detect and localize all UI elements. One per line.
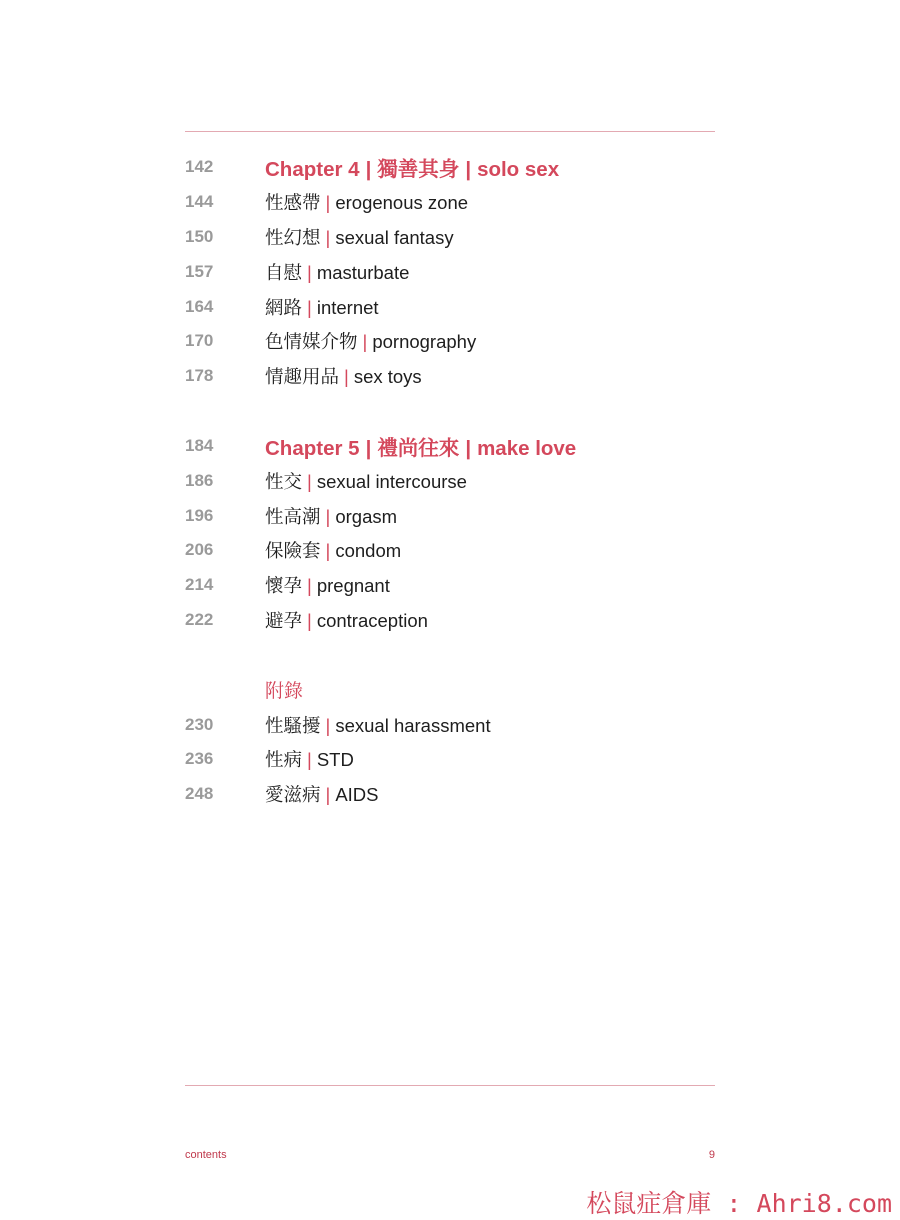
toc-entry[interactable] — [185, 185, 725, 220]
entry-page-number: 144 — [185, 192, 214, 212]
separator: | — [344, 366, 349, 388]
entry-title-en: pregnant — [316, 575, 390, 597]
separator: | — [307, 749, 312, 771]
entry-page-number: 206 — [185, 540, 214, 560]
chapter-page-number: 142 — [185, 157, 214, 177]
entry-title — [265, 328, 476, 354]
entry-title-zh: 避孕 — [265, 609, 303, 631]
entry-page-number: 164 — [185, 296, 214, 316]
entry-title-zh: 性感帶 — [265, 192, 321, 214]
entry-page-number: 150 — [185, 226, 214, 246]
separator: | — [362, 331, 368, 353]
top-divider — [185, 131, 715, 132]
entry-page-number: 170 — [185, 331, 214, 351]
entry-title-en: sex toys — [353, 366, 422, 388]
entry-title-en: STD — [316, 749, 354, 771]
footer-page-number: 9 — [708, 1149, 715, 1161]
chapter-heading[interactable] — [185, 429, 725, 464]
separator: | — [325, 714, 331, 736]
entry-page-number: 186 — [185, 470, 214, 490]
separator: | — [365, 436, 372, 460]
entry-title-zh: 情趣用品 — [265, 366, 340, 388]
toc-entry[interactable] — [185, 603, 725, 638]
entry-title — [265, 503, 397, 529]
entry-page-number: 196 — [185, 505, 214, 525]
separator: | — [307, 575, 312, 597]
table-of-contents — [185, 150, 725, 847]
toc-entry[interactable] — [185, 533, 725, 568]
toc-section — [185, 429, 725, 638]
entry-title — [265, 224, 454, 250]
separator: | — [465, 158, 472, 182]
entry-title — [265, 363, 422, 389]
entry-title-zh: 懷孕 — [265, 575, 303, 597]
bottom-divider — [185, 1085, 715, 1086]
entry-title-en: sexual fantasy — [335, 226, 454, 248]
entry-title-zh: 性幻想 — [265, 226, 321, 248]
entry-title-en: masturbate — [316, 261, 410, 283]
toc-entry[interactable] — [185, 568, 725, 603]
chapter-title-en: make love — [477, 436, 577, 460]
separator: | — [365, 158, 372, 182]
entry-page-number: 157 — [185, 261, 214, 281]
entry-page-number: 248 — [185, 784, 214, 804]
entry-title — [265, 537, 401, 563]
entry-title — [265, 468, 467, 494]
footer-section-label: contents — [185, 1149, 227, 1161]
entry-page-number: 222 — [185, 609, 214, 629]
entry-title — [265, 572, 390, 598]
entry-title-zh: 自慰 — [265, 261, 303, 283]
entry-page-number: 236 — [185, 749, 214, 769]
chapter-title-zh: 獨善其身 — [377, 158, 460, 182]
entry-title-en: orgasm — [335, 505, 398, 527]
chapter-page-number: 184 — [185, 435, 214, 455]
entry-title — [265, 259, 409, 285]
toc-entry[interactable] — [185, 777, 725, 812]
entry-title-en: sexual harassment — [335, 714, 491, 736]
entry-title-en: AIDS — [335, 784, 379, 806]
entry-title-en: pornography — [372, 331, 477, 353]
entry-title-zh: 性交 — [265, 470, 303, 492]
chapter-title-zh: 禮尚往來 — [377, 436, 460, 460]
entry-title-zh: 性騷擾 — [265, 714, 321, 736]
toc-entry[interactable] — [185, 220, 725, 255]
separator: | — [325, 192, 331, 214]
entry-title — [265, 607, 428, 633]
entry-title — [265, 712, 491, 738]
entry-title-en: erogenous zone — [335, 192, 469, 214]
toc-entry[interactable] — [185, 359, 725, 394]
chapter-title — [265, 431, 576, 461]
entry-title-en: contraception — [316, 609, 428, 631]
entry-title-zh: 愛滋病 — [265, 784, 321, 806]
chapter-label: Chapter 5 — [265, 436, 360, 460]
separator: | — [307, 609, 312, 631]
chapter-title — [265, 152, 559, 182]
entry-title-zh: 保險套 — [265, 540, 321, 562]
entry-title-zh: 性病 — [265, 749, 303, 771]
entry-title — [265, 781, 379, 807]
toc-entry[interactable] — [185, 498, 725, 533]
appendix-heading[interactable] — [185, 672, 725, 707]
entry-title-zh: 色情媒介物 — [265, 331, 358, 353]
toc-entry[interactable] — [185, 324, 725, 359]
entry-title — [265, 189, 468, 215]
separator: | — [325, 226, 331, 248]
chapter-heading[interactable] — [185, 150, 725, 185]
chapter-label: Chapter 4 — [265, 158, 360, 182]
toc-entry[interactable] — [185, 742, 725, 777]
appendix-title: 附錄 — [265, 681, 304, 703]
watermark: 松鼠症倉庫 : Ahri8.com — [586, 1189, 892, 1218]
entry-title-zh: 性高潮 — [265, 505, 321, 527]
toc-section — [185, 672, 725, 811]
entry-title — [265, 746, 354, 772]
toc-entry[interactable] — [185, 463, 725, 498]
toc-entry[interactable] — [185, 254, 725, 289]
entry-page-number: 178 — [185, 366, 214, 386]
separator: | — [307, 296, 312, 318]
separator: | — [307, 261, 312, 283]
entry-title-en: condom — [335, 540, 402, 562]
separator: | — [325, 505, 331, 527]
separator: | — [325, 784, 331, 806]
separator: | — [325, 540, 331, 562]
entry-title-en: internet — [316, 296, 379, 318]
toc-entry[interactable] — [185, 289, 725, 324]
entry-title — [265, 294, 379, 320]
separator: | — [307, 470, 312, 492]
entry-page-number: 230 — [185, 714, 214, 734]
entry-title-zh: 網路 — [265, 296, 303, 318]
separator: | — [465, 436, 472, 460]
toc-entry[interactable] — [185, 707, 725, 742]
chapter-title-en: solo sex — [477, 158, 560, 182]
entry-page-number: 214 — [185, 575, 214, 595]
toc-section — [185, 150, 725, 394]
entry-title-en: sexual intercourse — [316, 470, 467, 492]
